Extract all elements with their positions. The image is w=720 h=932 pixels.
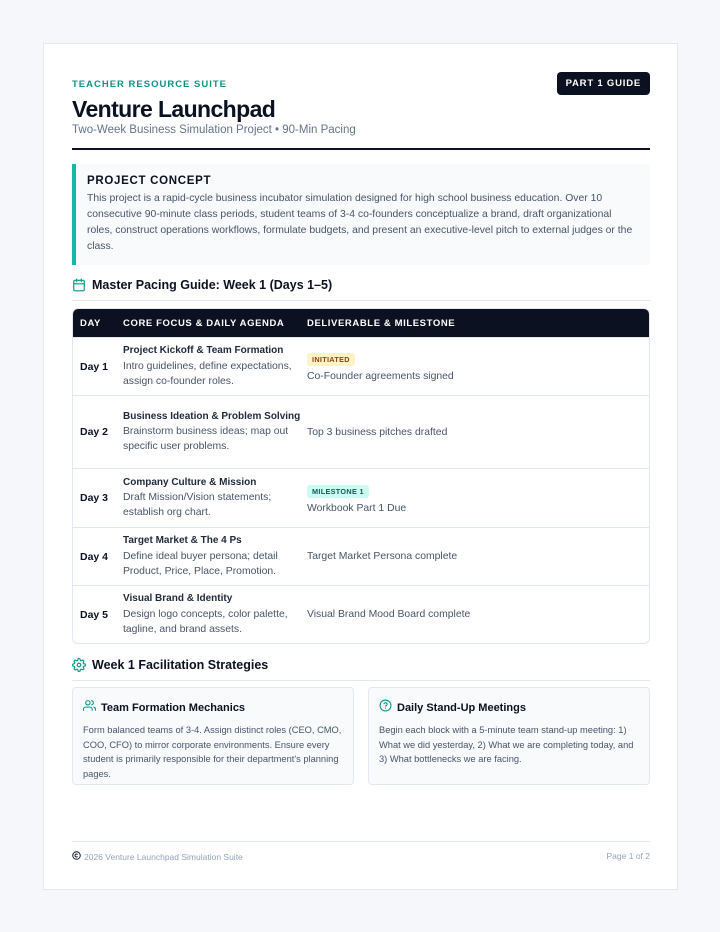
table-row: [73, 468, 649, 527]
deliverable-cell: [307, 349, 649, 384]
table-row: [73, 585, 649, 643]
column-header-day: DAY: [80, 317, 101, 329]
page-number: Page 1 of 2: [606, 851, 650, 861]
copyright-icon: [72, 851, 81, 862]
users-icon: [83, 699, 96, 717]
help-circle-icon: [379, 699, 392, 717]
strategies-section-header: [72, 658, 650, 681]
day-cell: Day 5: [80, 608, 109, 621]
deliverable-cell: [307, 607, 649, 622]
pacing-table: [72, 308, 650, 644]
milestone-badge: MILESTONE 1: [307, 485, 369, 498]
focus-cell: [123, 476, 307, 521]
deliverable-text: Workbook Part 1 Due: [307, 502, 407, 514]
deliverable-text: Target Market Persona complete: [307, 551, 458, 562]
focus-title: Business Ideation & Problem Solving: [123, 410, 301, 422]
focus-cell: [123, 534, 307, 579]
strategy-card-standup: [368, 687, 650, 785]
eyebrow-label: TEACHER RESOURCE SUITE: [72, 79, 228, 90]
part-badge: PART 1 GUIDE: [557, 72, 650, 95]
pacing-heading: Master Pacing Guide: Week 1 (Days 1–5): [92, 278, 333, 292]
project-concept-callout: [72, 164, 650, 265]
column-header-focus: CORE FOCUS & DAILY AGENDA: [123, 317, 285, 329]
pacing-section-header: [72, 278, 650, 301]
status-badge: INITIATED: [307, 353, 355, 366]
strategy-card-team-formation: [72, 687, 354, 785]
focus-cell: [123, 592, 307, 637]
card-body: Begin each block with a 5-minute team stand-up meeting: 1) What we did yesterday, 2) What we are completing today, and 3) What bottlenecks we are facing.: [379, 725, 634, 764]
copyright-text: 2026 Venture Launchpad Simulation Suite: [84, 851, 243, 862]
focus-description: Brainstorm business ideas; map out specific user problems.: [123, 426, 289, 453]
calendar-icon: [72, 278, 86, 292]
day-cell: Day 3: [80, 492, 109, 504]
document-page: [43, 43, 678, 890]
day-cell: Day 2: [80, 426, 109, 438]
strategy-cards: [72, 687, 650, 785]
gear-icon: [72, 658, 86, 672]
footer-copyright: [72, 851, 243, 862]
focus-description: Define ideal buyer persona; detail Product, Price, Place, Promotion.: [123, 550, 278, 577]
card-header: [379, 699, 639, 717]
table-row: [73, 337, 649, 395]
table-header: [73, 309, 649, 337]
card-body: Form balanced teams of 3-4. Assign distinct roles (CEO, CMO, COO, CFO) to mirror corporate environments. Ensure every student is primarily responsible for their department's planning pages.: [83, 725, 342, 779]
focus-description: Draft Mission/Vision statements; establish org chart.: [123, 492, 272, 519]
column-header-deliverable: DELIVERABLE & MILESTONE: [307, 317, 456, 329]
focus-title: Target Market & The 4 Ps: [123, 535, 242, 547]
focus-description: Design logo concepts, color palette, tagline, and brand assets.: [123, 608, 288, 635]
deliverable-text: Top 3 business pitches drafted: [307, 426, 448, 438]
day-cell: Day 4: [80, 550, 109, 563]
focus-title: Project Kickoff & Team Formation: [123, 345, 284, 357]
deliverable-cell: [307, 481, 649, 516]
card-title: Daily Stand-Up Meetings: [397, 702, 526, 714]
day-cell: Day 1: [80, 360, 109, 373]
page-title: Venture Launchpad: [72, 96, 276, 122]
focus-description: Intro guidelines, define expectations, assign co-founder roles.: [123, 360, 292, 387]
table-row: [73, 395, 649, 468]
header-divider: [72, 148, 650, 150]
page-footer: [72, 841, 650, 862]
card-title: Team Formation Mechanics: [101, 702, 246, 714]
focus-title: Visual Brand & Identity: [123, 593, 233, 605]
focus-cell: [123, 344, 307, 389]
focus-title: Company Culture & Mission: [123, 476, 257, 488]
focus-cell: [123, 410, 307, 455]
strategies-heading: Week 1 Facilitation Strategies: [92, 658, 269, 672]
deliverable-text: Co-Founder agreements signed: [307, 371, 454, 382]
deliverable-text: Visual Brand Mood Board complete: [307, 609, 471, 620]
concept-heading: PROJECT CONCEPT: [87, 175, 212, 187]
table-row: [73, 527, 649, 585]
deliverable-cell: [307, 549, 649, 564]
page-subtitle: Two-Week Business Simulation Project • 90-Min Pacing: [72, 124, 356, 136]
card-header: [83, 699, 343, 717]
deliverable-cell: [307, 425, 649, 440]
concept-body: This project is a rapid-cycle business incubator simulation designed for high school business education. Over 10 consecutive 90-minute class periods, student teams of 3-4 co-founders conceptualize a brand, draft organizational roles, construct operations workflows, formulate budgets, and present an executive-level pitch to external judges or the class.: [87, 193, 633, 252]
